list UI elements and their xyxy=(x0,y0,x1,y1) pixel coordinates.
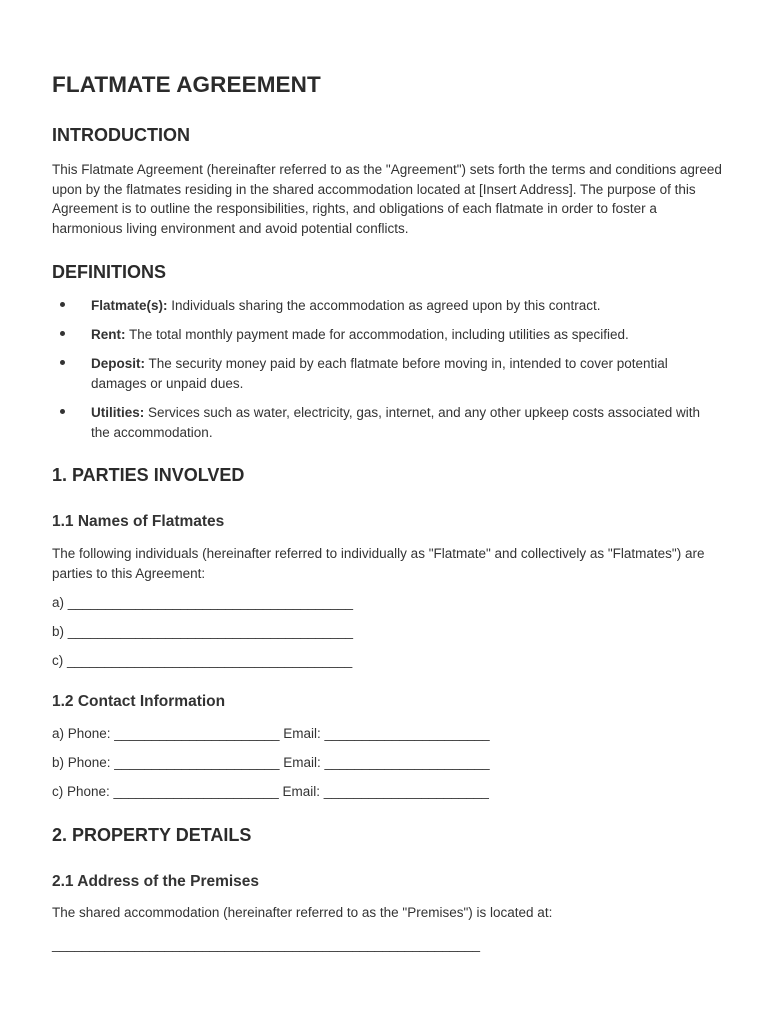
definition-description: The security money paid by each flatmate before moving in, intended to cover potential damages or unpaid dues. xyxy=(91,356,668,391)
definition-term: Flatmate(s): xyxy=(91,298,168,313)
contact-line-c[interactable]: c) Phone: ______________________ Email: ______________________ xyxy=(52,784,489,799)
contact-information-heading: 1.2 Contact Information xyxy=(52,693,226,710)
introduction-heading: INTRODUCTION xyxy=(52,125,190,145)
definitions-heading: DEFINITIONS xyxy=(52,262,167,282)
property-details-heading: 2. PROPERTY DETAILS xyxy=(52,825,252,845)
bullet-icon xyxy=(60,331,65,336)
parties-heading: 1. PARTIES INVOLVED xyxy=(52,465,245,485)
contact-line-a[interactable]: a) Phone: ______________________ Email: ______________________ xyxy=(52,726,490,741)
definition-text xyxy=(91,296,721,316)
definition-text xyxy=(91,354,721,393)
bullet-icon xyxy=(60,409,65,414)
flatmate-names-heading: 1.1 Names of Flatmates xyxy=(52,513,225,530)
definition-text xyxy=(91,403,721,442)
contact-line-b[interactable]: b) Phone: ______________________ Email: ______________________ xyxy=(52,755,490,770)
definition-description: The total monthly payment made for accommodation, including utilities as specified. xyxy=(125,327,629,342)
flatmate-name-line-c[interactable]: c) ______________________________________ xyxy=(52,653,353,668)
definition-term: Rent: xyxy=(91,327,126,342)
definition-text xyxy=(91,325,721,345)
definition-description: Services such as water, electricity, gas, internet, and any other upkeep costs associated with the accommodation. xyxy=(91,405,701,440)
document-title: FLATMATE AGREEMENT xyxy=(52,72,321,97)
premises-address-heading: 2.1 Address of the Premises xyxy=(52,873,260,890)
definition-description: Individuals sharing the accommodation as agreed upon by this contract. xyxy=(167,298,601,313)
bullet-icon xyxy=(60,302,65,307)
bullet-icon xyxy=(60,360,65,365)
flatmate-name-line-b[interactable]: b) ______________________________________ xyxy=(52,624,354,639)
premises-address-paragraph: The shared accommodation (hereinafter referred to as the "Premises") is located at: xyxy=(52,905,553,920)
definition-term: Deposit: xyxy=(91,356,145,371)
premises-address-line[interactable]: _________________________________________________________ xyxy=(52,937,480,952)
flatmate-names-paragraph: The following individuals (hereinafter referred to individually as "Flatmate" and collectively as "Flatmates") are parties to this Agreement: xyxy=(52,546,705,581)
definition-term: Utilities: xyxy=(91,405,145,420)
introduction-paragraph: This Flatmate Agreement (hereinafter referred to as the "Agreement") sets forth the terms and conditions agreed upon by the flatmates residing in the shared accommodation located at [Insert Address]. The purpose of this Agreement is to outline the responsibilities, rights, and obligations of each flatmate in order to foster a harmonious living environment and avoid potential conflicts. xyxy=(52,162,722,236)
flatmate-name-line-a[interactable]: a) ______________________________________ xyxy=(52,595,354,610)
